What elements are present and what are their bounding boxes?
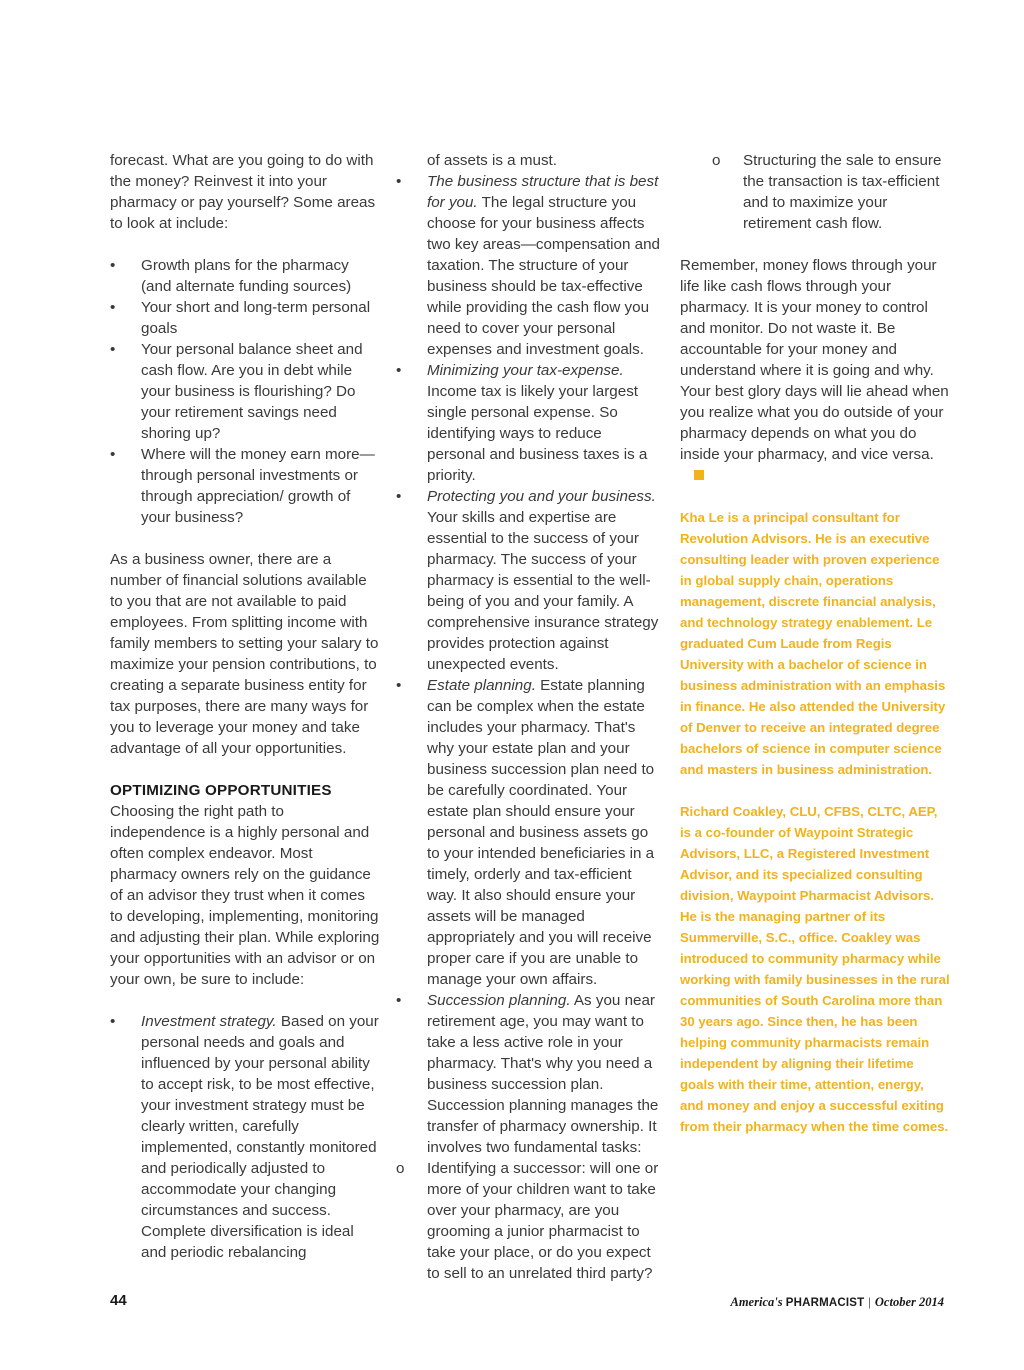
closing-text: Remember, money flows through your life like cash flows through your pharmacy. It is your money to control and monitor. Do not waste it. Be accountable for your money and understand where it is going and why. Your best glory days will lie ahead when you realize what you do outside of your pharmacy depends on what you do inside your pharmacy, and vice versa. <box>680 257 949 463</box>
column-3 <box>680 150 950 1137</box>
item-body: As you near retirement age, you may want to take a less active role in your pharmacy. That's why you need a business succession plan. Succession planning manages the transfer of pharmacy ownership. It involves two fundamental tasks: <box>427 992 659 1156</box>
financial-solutions-paragraph: As a business owner, there are a number of financial solutions available to you that are not available to paid employees. From splitting income with family members to setting your salary to maximize your pension contributions, to creating a separate business entity for tax purposes, there are many ways for you to leverage your money and take advantage of all your opportunities. <box>110 551 379 757</box>
item-body: Based on your personal needs and goals and influenced by your personal ability to accept risk, to be most effective, your investment strategy must be clearly written, carefully implemented, constantly monitored and periodically adjusted to accommodate your changing circumstances and success. Complete diversification is ideal and periodic rebalancing <box>141 1013 379 1261</box>
list-item: • Growth plans for the pharmacy (and alternate funding sources) <box>110 255 380 297</box>
independence-paragraph: Choosing the right path to independence is a highly personal and often complex endeavor. Most pharmacy owners rely on the guidance of an advisor they trust when it comes to developing, implementing, monitoring and adjusting their plan. While exploring your opportunities with an advisor or on your own, be sure to include: <box>110 803 380 988</box>
item-title: Investment strategy. <box>141 1013 277 1030</box>
list-item <box>396 486 662 675</box>
list-item: • Where will the money earn more—through personal investments or through appreciation/ growth of your business? <box>110 444 380 528</box>
publication-footer <box>731 1295 945 1310</box>
item-title: Protecting you and your business. <box>427 488 656 505</box>
list-item <box>396 675 662 990</box>
column-2 <box>396 150 662 1284</box>
item-body: Your skills and expertise are essential to the success of your pharmacy. The success of your pharmacy is essential to the well-being of you and your family. A comprehensive insurance strategy provides protection against unexpected events. <box>427 509 659 673</box>
opportunities-list-continued <box>396 171 662 1284</box>
goals-list <box>110 255 380 528</box>
item-title: Estate planning. <box>427 677 536 694</box>
closing-paragraph <box>680 255 950 486</box>
succession-tasks-list-continued <box>680 150 950 234</box>
item-title: Succession planning. <box>427 992 571 1009</box>
author-bio-kha-le: Kha Le is a principal consultant for Revolution Advisors. He is an executive consulting leader with proven experience in global supply chain, operations management, discrete financial analysis, and technology strategy enablement. Le graduated Cum Laude from Regis University with a bachelor of science in business administration with an emphasis in finance. He also attended the University of Denver to receive an integrated degree bachelors of science in computer science and masters in business administration. <box>680 510 946 777</box>
succession-tasks-list <box>396 1158 662 1284</box>
publication-prefix: America's <box>730 1295 783 1309</box>
item-title: Minimizing your tax-expense. <box>427 362 624 379</box>
intro-paragraph: forecast. What are you going to do with the money? Reinvest it into your pharmacy or pay yourself? Some areas to look at include: <box>110 152 376 232</box>
list-item: • Your personal balance sheet and cash flow. Are you in debt while your business is flourishing? Do your retirement savings need shoring up? <box>110 339 380 444</box>
item-body: Income tax is likely your largest single personal expense. So identifying ways to reduce personal and business taxes is a priority. <box>427 383 648 484</box>
sub-list-item: o Structuring the sale to ensure the transaction is tax-efficient and to maximize your retirement cash flow. <box>680 150 950 234</box>
list-item: • Your short and long-term personal goals <box>110 297 380 339</box>
page-number: 44 <box>110 1292 127 1309</box>
author-bio-richard-coakley: Richard Coakley, CLU, CFBS, CLTC, AEP, is a co-founder of Waypoint Strategic Advisors, LLC, a Registered Investment Advisor, and its specialized consulting division, Waypoint Pharmacist Advisors. He is the managing partner of its Summerville, S.C., office. Coakley was introduced to community pharmacy while working with family businesses in the rural communities of South Carolina more than 30 years ago. Since then, he has been helping community pharmacists remain independent by aligning their lifetime goals with their time, attention, energy, and money and enjoy a successful exiting from their pharmacy when the time comes. <box>680 804 950 1134</box>
publication-name: PHARMACIST <box>785 1297 865 1309</box>
list-item <box>396 171 662 360</box>
end-mark-icon <box>694 470 704 480</box>
issue-date: October 2014 <box>874 1295 944 1309</box>
list-item <box>110 1011 380 1263</box>
item-body: Estate planning can be complex when the estate includes your pharmacy. That's why your estate plan and your business succession plan need to be carefully coordinated. Your estate plan should ensure your personal and business assets go to your intended beneficiaries in a timely, orderly and tax-efficient way. It also should ensure your assets will be managed appropriately and you will receive proper care if you are unable to manage your own affairs. <box>427 677 655 988</box>
item-title: The business structure that is best for you. <box>427 173 659 211</box>
section-heading: OPTIMIZING OPPORTUNITIES <box>110 782 332 799</box>
sub-list-item: o Identifying a successor: will one or more of your children want to take over your pharmacy, are you grooming a junior pharmacist to take your place, or do you expect to sell to an unrelated third party? <box>396 1158 662 1284</box>
column-1 <box>110 150 380 1263</box>
list-item <box>396 990 662 1284</box>
item-body: The legal structure you choose for your business affects two key areas—compensation and taxation. The structure of your business should be tax-effective while providing the cash flow you need to cover your personal expenses and investment goals. <box>427 194 661 358</box>
footer-separator: | <box>868 1295 871 1309</box>
list-item <box>396 360 662 486</box>
continued-text: of assets is a must. <box>427 152 557 169</box>
opportunities-list <box>110 1011 380 1263</box>
